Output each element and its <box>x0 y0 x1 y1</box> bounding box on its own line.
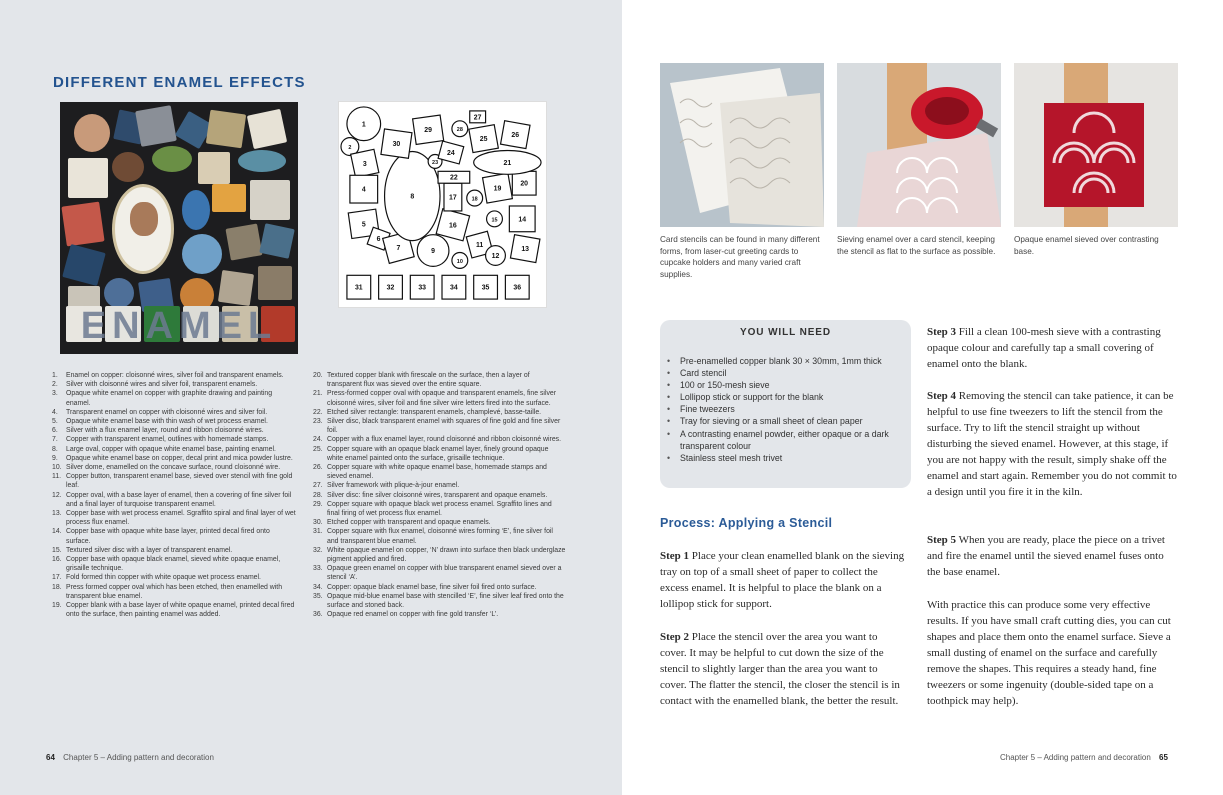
key-number: 26 <box>511 132 520 140</box>
need-item: • Fine tweezers <box>667 403 911 415</box>
need-item: • Card stencil <box>667 367 911 379</box>
caption-number: 19. <box>52 602 62 610</box>
caption-item <box>313 435 566 444</box>
key-shape <box>410 275 434 299</box>
key-number: 19 <box>493 185 502 193</box>
page-number-left: 64 <box>46 753 55 762</box>
key-number: 12 <box>491 252 500 260</box>
caption-item <box>313 610 566 619</box>
caption-number: 16. <box>52 556 62 564</box>
caption-item <box>52 426 296 435</box>
step-label: Step 3 <box>927 326 957 338</box>
key-number: 22 <box>450 174 458 182</box>
caption-number: 13. <box>52 510 62 518</box>
caption-number: 23. <box>313 418 323 426</box>
caption-text: Silver with a flux enamel layer, round and ribbon cloisonné wires. <box>66 427 264 435</box>
key-shape <box>512 171 536 195</box>
key-shape <box>452 253 468 269</box>
caption-number: 8. <box>52 445 58 453</box>
key-number: 31 <box>354 284 363 292</box>
key-shape <box>486 246 506 266</box>
caption-text: Copper square with opaque black wet process enamel. Sgraffito lines and final firing of wet process flux enamel. <box>327 500 552 518</box>
caption-number: 7. <box>52 436 58 444</box>
key-number: 33 <box>418 284 427 292</box>
key-shape <box>347 107 381 141</box>
key-shape <box>347 275 371 299</box>
key-number: 24 <box>447 149 455 157</box>
caption-item <box>313 408 566 417</box>
caption-text: Copper base with opaque white base layer, printed decal fired onto surface. <box>66 528 270 545</box>
caption-number: 35. <box>313 592 323 600</box>
need-item: • A contrasting enamel powder, either opaque or a dark transparent colour <box>667 428 911 452</box>
caption-number: 21. <box>313 390 323 398</box>
caption-number: 28. <box>313 491 323 499</box>
caption-item <box>313 463 566 481</box>
caption-number: 9. <box>52 454 58 462</box>
section-title: DIFFERENT ENAMEL EFFECTS <box>53 74 306 91</box>
caption-text: Etched copper with transparent and opaque enamels. <box>327 519 491 527</box>
footer-chapter-left: Chapter 5 – Adding pattern and decoration <box>63 753 214 762</box>
caption-item <box>52 546 296 555</box>
key-shape <box>417 235 449 267</box>
caption-text: Copper blank with a base layer of white opaque enamel, printed decal fired onto the surface, then painting enamel was added. <box>66 602 295 619</box>
caption-text: Textured silver disc with a layer of transparent enamel. <box>66 546 233 554</box>
key-number: 15 <box>491 217 498 224</box>
caption-number: 29. <box>313 500 323 508</box>
caption-item <box>313 546 566 564</box>
you-will-need-list <box>667 355 911 464</box>
caption-text: Copper: opaque black enamel base, fine silver foil fired onto surface. <box>327 583 537 591</box>
caption-item <box>313 445 566 463</box>
caption-number: 15. <box>52 546 62 554</box>
step-label: Step 1 <box>660 550 690 562</box>
key-number: 5 <box>361 221 366 229</box>
photo-caption-1: Card stencils can be found in many different forms, from laser-cut greeting cards to cupcake holders and many varied craft supplies. <box>660 235 820 279</box>
caption-item <box>52 417 296 426</box>
caption-item <box>313 592 566 610</box>
step-1 <box>660 548 906 612</box>
key-shape <box>444 183 462 211</box>
caption-text: Opaque white enamel base with thin wash of wet process enamel. <box>66 418 268 426</box>
caption-item <box>52 555 296 573</box>
key-number: 7 <box>396 245 401 253</box>
caption-number: 30. <box>313 519 323 527</box>
caption-item <box>52 445 296 454</box>
footer-left <box>46 753 214 762</box>
caption-number: 25. <box>313 445 323 453</box>
need-item: • 100 or 150-mesh sieve <box>667 379 911 391</box>
caption-number: 1. <box>52 372 58 379</box>
caption-number: 10. <box>52 464 62 472</box>
step-text: Fill a clean 100-mesh sieve with a contrasting opaque colour and carefully tap a small covering of enamel onto the blank. <box>927 326 1161 370</box>
caption-text: Copper square with white opaque enamel base, homemade stamps and sieved enamel. <box>327 464 547 481</box>
key-shape <box>505 275 529 299</box>
caption-number: 11. <box>52 473 62 481</box>
photo-caption-3: Opaque enamel sieved over contrasting base. <box>1014 235 1159 256</box>
key-number: 28 <box>456 127 463 134</box>
need-item: • Tray for sieving or a small sheet of clean paper <box>667 415 911 427</box>
caption-text: Opaque white enamel on copper with graphite drawing and painting enamel. <box>66 390 273 407</box>
caption-number: 14. <box>52 528 62 536</box>
key-number: 6 <box>376 236 381 244</box>
caption-list-col1 <box>52 371 296 619</box>
key-shape <box>483 173 513 203</box>
caption-text: Silver with cloisonné wires and silver foil, transparent enamels. <box>66 381 258 389</box>
you-will-need-box <box>660 320 911 488</box>
key-number: 32 <box>386 284 395 292</box>
caption-number: 2. <box>52 381 58 389</box>
caption-number: 32. <box>313 546 323 554</box>
you-will-need-title: YOU WILL NEED <box>740 327 831 338</box>
key-number: 10 <box>456 258 463 265</box>
caption-item <box>52 573 296 582</box>
key-number: 36 <box>513 284 522 292</box>
key-number: 20 <box>520 180 529 188</box>
footer-chapter-right: Chapter 5 – Adding pattern and decoration <box>1000 753 1151 762</box>
key-number: 1 <box>361 121 366 129</box>
caption-item <box>313 481 566 490</box>
key-shape <box>469 125 498 153</box>
caption-text: Copper oval, with a base layer of enamel, then a covering of fine silver foil and a final layer of turquoise transparent enamel. <box>66 491 292 508</box>
caption-item <box>52 601 296 619</box>
key-number: 16 <box>449 222 457 230</box>
step-3 <box>927 324 1179 372</box>
caption-text: Copper base with wet process enamel. Sgraffito spiral and final layer of wet process flux enamel. <box>66 510 296 527</box>
key-shape <box>350 175 378 203</box>
step-label: Step 4 <box>927 390 957 402</box>
caption-item <box>313 527 566 545</box>
caption-text: Large oval, copper with opaque white enamel base, painting enamel. <box>66 445 276 453</box>
caption-number: 36. <box>313 611 323 619</box>
step-5 <box>927 532 1179 580</box>
sample-key-diagram <box>338 101 547 308</box>
caption-number: 26. <box>313 464 323 472</box>
caption-number: 6. <box>52 427 58 435</box>
caption-number: 3. <box>52 390 58 398</box>
key-number: 21 <box>503 159 512 167</box>
key-shape <box>467 190 483 206</box>
key-shape <box>442 275 466 299</box>
caption-item <box>313 491 566 500</box>
caption-number: 27. <box>313 482 323 490</box>
enamel-word-overlay <box>60 102 298 354</box>
key-diagram-svg <box>339 102 546 307</box>
key-number: 4 <box>361 186 366 194</box>
key-number: 8 <box>410 193 415 201</box>
caption-item <box>313 583 566 592</box>
caption-item <box>313 417 566 435</box>
caption-text: Silver disc, black transparent enamel with squares of fine gold and fine silver foil. <box>327 418 561 435</box>
key-number: 17 <box>449 194 457 202</box>
caption-text: White opaque enamel on copper, ‘N’ drawn into surface then black underglaze pigment applied and fired. <box>327 546 566 564</box>
caption-text: Transparent enamel on copper with cloisonné wires and silver foil. <box>66 408 268 416</box>
caption-text: Textured copper blank with firescale on the surface, then a layer of transparent flux was sieved over the entire square. <box>327 372 530 389</box>
caption-number: 12. <box>52 491 62 499</box>
key-shape <box>351 149 379 177</box>
caption-text: Opaque mid-blue enamel base with stencilled ‘E’, fine silver leaf fired onto the surface and stoned back. <box>327 592 564 610</box>
key-shape <box>487 211 503 227</box>
caption-text: Press formed copper oval which has been etched, then enamelled with transparent blue enamel. <box>66 583 283 600</box>
key-shape <box>474 151 541 175</box>
caption-number: 33. <box>313 565 323 573</box>
key-shape <box>436 209 469 241</box>
caption-number: 31. <box>313 528 323 536</box>
caption-text: Opaque red enamel on copper with fine gold transfer ‘L’. <box>327 611 499 619</box>
caption-text: Opaque green enamel on copper with blue transparent enamel sieved over a stencil ‘A’. <box>327 565 562 582</box>
enamel-samples-photo <box>60 102 298 354</box>
caption-item <box>52 389 296 407</box>
caption-item <box>52 472 296 490</box>
caption-text: Silver disc: fine silver cloisonné wires, transparent and opaque enamels. <box>327 491 548 499</box>
key-number: 2 <box>348 145 352 152</box>
caption-text: Copper with a flux enamel layer, round cloisonné and ribbon cloisonné wires. <box>327 436 562 444</box>
caption-text: Copper square with flux enamel, cloisonné wires forming ‘E’, fine silver foil and transparent blue enamel. <box>327 528 553 545</box>
key-shape <box>379 275 403 299</box>
key-number: 14 <box>518 216 527 224</box>
key-number: 29 <box>424 127 432 135</box>
caption-text: Copper base with opaque black enamel, sieved white opaque enamel, grisaille technique. <box>66 556 281 573</box>
caption-item <box>52 463 296 472</box>
key-shape <box>474 275 498 299</box>
caption-text: Etched silver rectangle: transparent enamels, champlevé, basse-taille. <box>327 408 542 416</box>
caption-number: 24. <box>313 436 323 444</box>
key-shape <box>438 171 470 183</box>
caption-item <box>52 527 296 545</box>
card-stencils-photo <box>660 63 824 227</box>
caption-item <box>52 408 296 417</box>
caption-text: Press-formed copper oval with opaque and transparent enamels, fine silver cloisonné wires, silver foil and fine silver wire letters fired into the surface. <box>327 390 557 407</box>
step-text: When you are ready, place the piece on a trivet and fire the enamel until the sieved enamel fuses onto the base enamel. <box>927 534 1165 578</box>
caption-number: 4. <box>52 408 58 416</box>
key-number: 23 <box>432 159 439 166</box>
key-shape <box>501 121 530 149</box>
need-item: • Stainless steel mesh trivet <box>667 452 911 464</box>
sieved-result-photo <box>1014 63 1178 227</box>
key-number: 25 <box>479 136 488 144</box>
need-item: • Pre-enamelled copper blank 30 × 30mm, 1mm thick <box>667 355 911 367</box>
caption-number: 20. <box>313 372 323 379</box>
sieving-enamel-photo <box>837 63 1001 227</box>
caption-item <box>52 491 296 509</box>
key-number: 27 <box>473 114 482 122</box>
caption-item <box>52 583 296 601</box>
key-shape <box>452 121 468 137</box>
key-shape <box>470 111 486 123</box>
caption-item <box>313 518 566 527</box>
caption-item <box>52 509 296 527</box>
caption-text: Opaque white enamel base on copper, decal print and mica powder lustre. <box>66 454 293 462</box>
caption-text: Copper square with an opaque black enamel layer, finely ground opaque white enamel painted onto the surface, grisaille technique. <box>327 445 549 462</box>
caption-number: 34. <box>313 583 323 591</box>
caption-item <box>313 371 566 389</box>
caption-number: 5. <box>52 418 58 426</box>
caption-text: Fold formed thin copper with white opaque wet process enamel. <box>66 574 261 582</box>
caption-text: Copper with transparent enamel, outlines with homemade stamps. <box>66 436 269 444</box>
footer-right <box>1000 753 1168 762</box>
step-text: Place the stencil over the area you want to cover. It may be helpful to cut down the size of the stencil to slightly larger than the area you want to cover. The flatter the stencil, the closer the stencil is in contact with the enamelled blank, the better the result. <box>660 631 900 707</box>
step-label: Step 2 <box>660 631 690 643</box>
caption-item <box>52 454 296 463</box>
key-number: 30 <box>392 141 401 149</box>
step-4 <box>927 388 1179 500</box>
caption-text: Silver dome, enamelled on the concave surface, round cloisonné wire. <box>66 464 281 472</box>
key-number: 9 <box>431 248 436 256</box>
step-label: Step 5 <box>927 534 957 546</box>
caption-text: Copper button, transparent enamel base, sieved over stencil with fine gold leaf. <box>66 473 293 490</box>
key-number: 35 <box>481 284 490 292</box>
caption-item <box>313 500 566 518</box>
step-2 <box>660 629 906 709</box>
caption-number: 22. <box>313 408 323 416</box>
page-number-right: 65 <box>1159 753 1168 762</box>
key-number: 3 <box>362 160 367 168</box>
photo-caption-2: Sieving enamel over a card stencil, keeping the stencil as flat to the surface as possible. <box>837 235 996 256</box>
key-shape <box>510 235 539 263</box>
caption-text: Silver framework with plique-à-jour enamel. <box>327 482 460 490</box>
caption-number: 17. <box>52 574 62 582</box>
step-text: Removing the stencil can take patience, it can be helpful to use fine tweezers to lift the stencil from the surface. Try to lift the stencil straight up without disturbing the sieved enamel. However, at this stage, if you are not happy with the result, simply shake off the enamel and start again. Remember you do not commit to a design until you fire it in the kiln. <box>927 390 1177 498</box>
caption-list-col2 <box>313 371 566 619</box>
key-shape <box>381 129 412 158</box>
closing-paragraph: With practice this can produce some very effective results. If you have small craft cutting dies, you can cut shapes and place them onto the enamel surface. Sieve a small dusting of enamel on the surface and carefully remove the shapes. This requires a steady hand, fine tweezers or some ingenuity (double-sided tape on a toothpick may help). <box>927 599 1171 707</box>
caption-number: 18. <box>52 583 62 591</box>
need-item: • Lollipop stick or support for the blank <box>667 391 911 403</box>
svg-text:ENAMEL: ENAMEL <box>80 305 278 347</box>
caption-item <box>52 435 296 444</box>
key-number: 11 <box>475 242 484 250</box>
caption-item <box>313 564 566 582</box>
step-text: Place your clean enamelled blank on the sieving tray on top of a small sheet of paper to collect the excess enamel. It is helpful to place the blank on a lollipop stick for support. <box>660 550 905 610</box>
caption-text: Enamel on copper: cloisonné wires, silver foil and transparent enamels. <box>66 372 284 379</box>
caption-item <box>52 371 296 380</box>
key-number: 18 <box>471 196 478 203</box>
key-shape <box>509 206 535 232</box>
caption-item <box>52 380 296 389</box>
process-title: Process: Applying a Stencil <box>660 516 833 530</box>
key-number: 13 <box>521 246 530 254</box>
caption-item <box>313 389 566 407</box>
key-number: 34 <box>450 284 458 292</box>
key-shape <box>413 115 444 144</box>
